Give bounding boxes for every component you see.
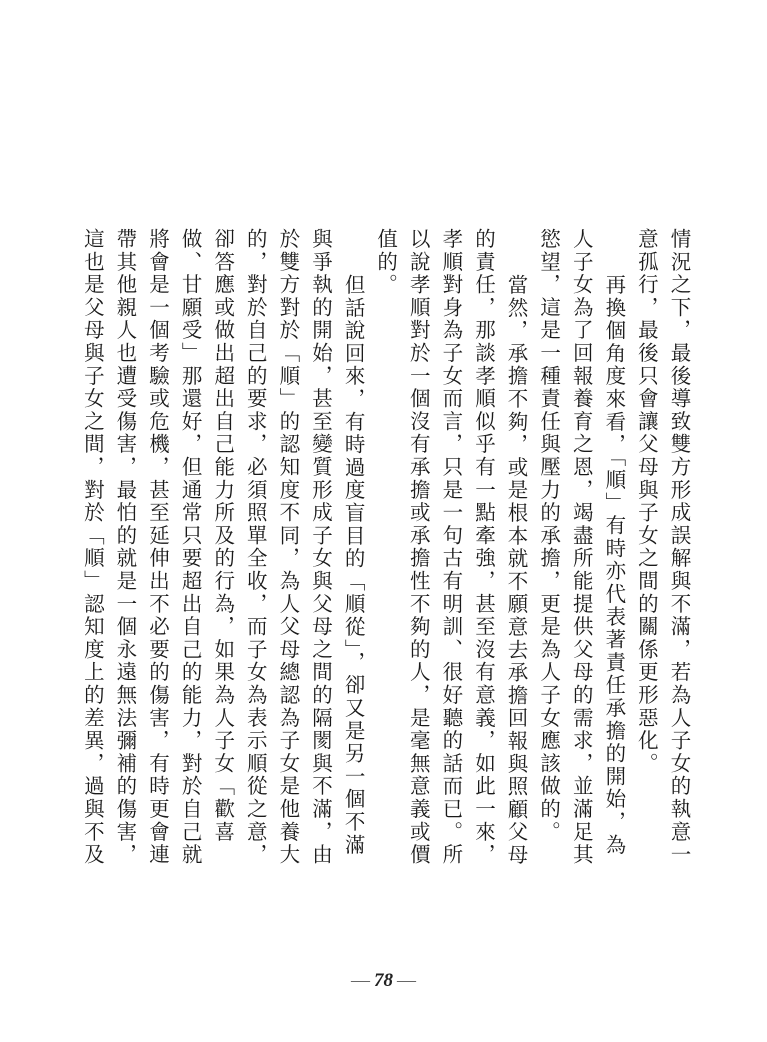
text-column-9: 以說孝順對於一個沒有承擔或承擔性不夠的人，是毫無意義或價 <box>406 228 431 867</box>
text-column-2: 意孤行，最後只會讓父母與子女之間的關係更形惡化。 <box>634 228 659 776</box>
text-column-7: 的責任，那談孝順似乎有一點牽強，甚至沒有意義，如此一來， <box>471 228 496 867</box>
text-column-17: 將會是一個考驗或危機，甚至延伸出不必要的傷害，有時更會連 <box>145 228 170 867</box>
text-column-15: 卻答應或做出超出自己能力所及的行為，如果為人子女「歡喜 <box>210 228 235 844</box>
text-column-10: 值的。 <box>373 228 398 297</box>
text-column-8: 孝順對身為子女而言，只是一句古有明訓、很好聽的話而已。所 <box>438 228 463 867</box>
text-column-18: 帶其他親人也遭受傷害，最怕的就是一個永遠無法彌補的傷害， <box>112 228 137 867</box>
text-column-5: 慾望，這是一種責任與壓力的承擔，更是為人子女應該做的。 <box>536 228 561 844</box>
page-number-dash-right: — <box>397 970 416 991</box>
text-column-13: 於雙方對於「順」的認知度不同，為人父母總認為子女是他養大 <box>275 228 300 867</box>
page-number-dash-left: — <box>351 970 370 991</box>
text-column-3-paragraph-start: 再換個角度來看，「順」有時亦代表著責任承擔的開始，為 <box>601 274 626 857</box>
text-column-12: 與爭執的開始，甚至變質形成子女與父母之間的隔閡與不滿，由 <box>308 228 333 867</box>
text-column-16: 做、甘願受」那還好，但通常只要超出自己的能力，對於自己就 <box>178 228 203 867</box>
text-column-4: 人子女為了回報養育之恩，竭盡所能提供父母的需求，並滿足其 <box>569 228 594 867</box>
text-column-11-paragraph-start: 但話說回來，有時過度盲目的「順從」，卻又是另一個不滿 <box>341 274 366 857</box>
page-number-value: 78 <box>374 970 393 991</box>
vertical-text-body <box>76 228 695 878</box>
text-column-6-paragraph-start: 當然，承擔不夠，或是根本就不願意去承擔回報與照顧父母 <box>504 274 529 867</box>
text-column-14: 的，對於自己的要求，必須照單全收，而子女為表示順從之意， <box>243 228 268 867</box>
page-number <box>0 970 767 992</box>
text-column-19: 這也是父母與子女之間，對於「順」認知度上的差異，過與不及 <box>80 228 105 867</box>
text-column-1: 情況之下，最後導致雙方形成誤解與不滿，若為人子女的執意一 <box>667 228 691 867</box>
